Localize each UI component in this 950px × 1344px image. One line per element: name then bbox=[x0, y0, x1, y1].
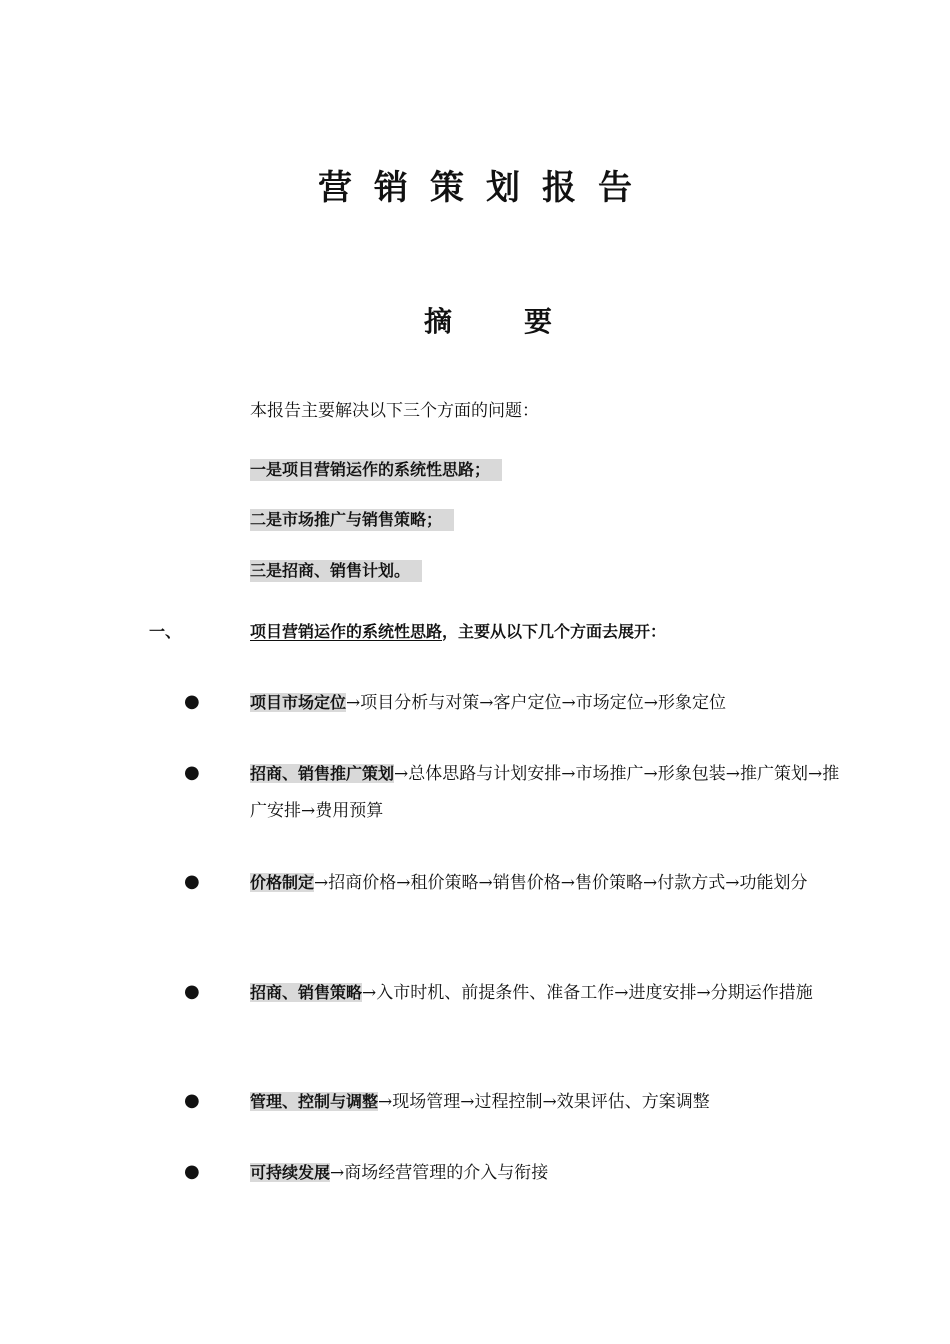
item-lead: 管理、控制与调整 bbox=[250, 1092, 379, 1111]
section-number: 一、 bbox=[149, 622, 182, 641]
bullet-icon: ● bbox=[184, 691, 200, 712]
item-rest: →入市时机、前提条件、准备工作→进度安排→分期运作措施 bbox=[362, 983, 813, 1003]
bullet-icon: ● bbox=[184, 1161, 200, 1182]
item-rest: →现场管理→过程控制→效果评估、方案调整 bbox=[378, 1092, 710, 1112]
item-rest: →招商价格→租价策略→销售价格→售价策略→付款方式→功能划分 bbox=[314, 873, 808, 893]
key-point-3: 三是招商、销售计划。 bbox=[250, 560, 422, 582]
abstract-heading-char-2: 要 bbox=[524, 305, 553, 338]
bullet-icon: ● bbox=[184, 871, 200, 892]
bullet-icon: ● bbox=[184, 981, 200, 1002]
item-lead: 价格制定 bbox=[250, 873, 315, 892]
list-item-sales-strategy bbox=[250, 974, 840, 1012]
key-point-1: 一是项目营销运作的系统性思路； bbox=[250, 459, 502, 481]
item-lead: 可持续发展 bbox=[250, 1163, 331, 1182]
item-lead: 项目市场定位 bbox=[250, 693, 347, 712]
intro-text: 本报告主要解决以下三个方面的问题： bbox=[250, 401, 539, 421]
abstract-heading-char-1: 摘 bbox=[424, 305, 453, 338]
page-title: 营销策划报告 bbox=[318, 168, 654, 208]
list-item-market-positioning bbox=[250, 684, 840, 722]
list-item-promotion-planning bbox=[250, 755, 840, 830]
abstract-heading bbox=[0, 302, 950, 342]
item-lead: 招商、销售推广策划 bbox=[250, 764, 395, 783]
item-rest: →项目分析与对策→客户定位→市场定位→形象定位 bbox=[346, 693, 726, 713]
section-heading bbox=[250, 620, 666, 644]
item-lead: 招商、销售策略 bbox=[250, 983, 363, 1002]
item-rest: →总体思路与计划安排→市场推广→形象包装→推广策划→推广安排→费用预算 bbox=[250, 764, 840, 821]
section-heading-underlined: 项目营销运作的系统性思路 bbox=[250, 622, 443, 641]
list-item-pricing bbox=[250, 864, 840, 902]
section-heading-rest: ，主要从以下几个方面去展开： bbox=[442, 622, 667, 641]
list-item-sustainable-development bbox=[250, 1154, 840, 1192]
bullet-icon: ● bbox=[184, 762, 200, 783]
list-item-management-control bbox=[250, 1083, 840, 1121]
bullet-icon: ● bbox=[184, 1090, 200, 1111]
key-point-2: 二是市场推广与销售策略； bbox=[250, 509, 454, 531]
item-rest: →商场经营管理的介入与衔接 bbox=[330, 1163, 549, 1183]
